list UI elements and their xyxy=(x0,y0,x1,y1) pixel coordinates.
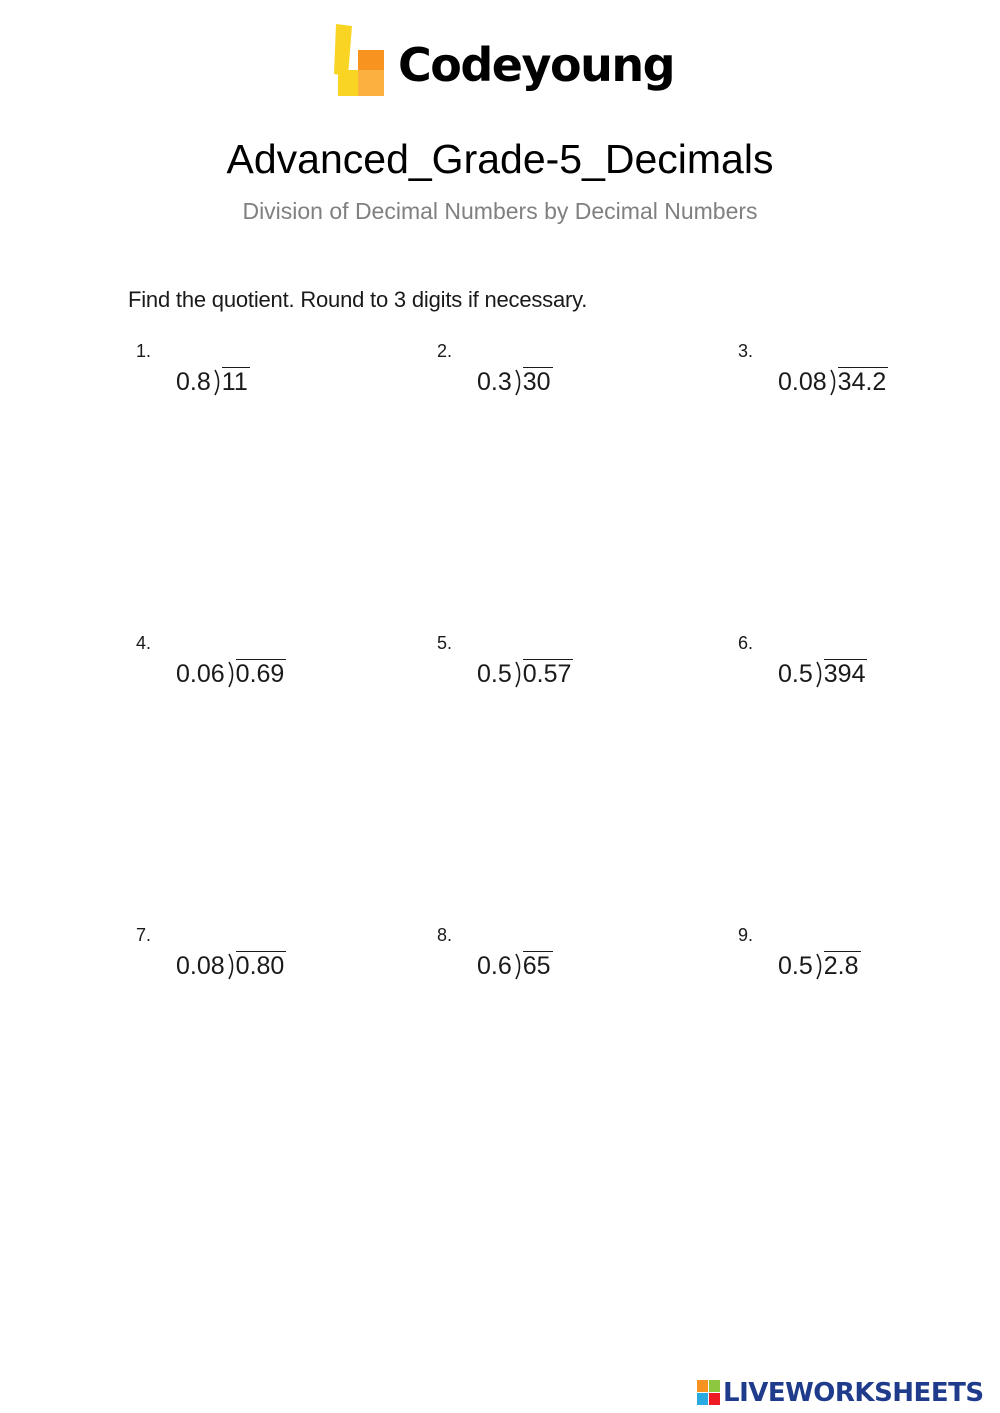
divisor: 0.06 xyxy=(176,660,225,688)
long-division xyxy=(176,659,286,689)
problem-number: 4. xyxy=(136,633,152,653)
division-bracket-icon xyxy=(227,661,237,688)
divisor: 0.5 xyxy=(778,660,813,688)
long-division xyxy=(176,951,286,981)
division-bracket-icon xyxy=(514,953,524,980)
division-bracket-icon xyxy=(213,369,223,396)
dividend: 394 xyxy=(823,660,866,688)
dividend: 0.69 xyxy=(235,660,285,688)
document-subtitle: Division of Decimal Numbers by Decimal Numbers xyxy=(242,198,758,224)
liveworksheets-watermark xyxy=(697,1376,997,1410)
divisor: 0.8 xyxy=(176,368,211,396)
codeyoung-logo xyxy=(332,24,672,104)
problem-1 xyxy=(136,341,356,411)
dividend: 2.8 xyxy=(823,952,859,980)
brand-name: Codeyoung xyxy=(398,38,674,92)
problem-8 xyxy=(437,925,657,995)
problem-7 xyxy=(136,925,356,995)
watermark-text: LIVEWORKSHEETS xyxy=(723,1378,984,1408)
division-bracket-icon xyxy=(815,661,825,688)
problem-2 xyxy=(437,341,657,411)
problem-number: 8. xyxy=(437,925,453,945)
divisor: 0.5 xyxy=(778,952,813,980)
problem-9 xyxy=(738,925,958,995)
dividend: 34.2 xyxy=(837,368,887,396)
problem-number: 2. xyxy=(437,341,453,361)
division-bracket-icon xyxy=(514,369,524,396)
document-title: Advanced_Grade-5_Decimals xyxy=(226,136,774,182)
dividend: 11 xyxy=(221,368,248,396)
division-bracket-icon xyxy=(829,369,839,396)
problem-3 xyxy=(738,341,958,411)
long-division xyxy=(778,659,867,689)
problem-4 xyxy=(136,633,356,703)
dividend: 65 xyxy=(522,952,551,980)
division-bracket-icon xyxy=(514,661,524,688)
problem-number: 1. xyxy=(136,341,152,361)
long-division xyxy=(778,367,888,397)
divisor: 0.6 xyxy=(477,952,512,980)
divisor: 0.5 xyxy=(477,660,512,688)
instructions: Find the quotient. Round to 3 digits if necessary. xyxy=(128,287,588,312)
codeyoung-logo-icon xyxy=(332,24,388,100)
dividend: 0.80 xyxy=(235,952,285,980)
problem-number: 5. xyxy=(437,633,453,653)
dividend: 30 xyxy=(522,368,551,396)
long-division xyxy=(477,659,573,689)
division-bracket-icon xyxy=(815,953,825,980)
divisor: 0.3 xyxy=(477,368,512,396)
division-bracket-icon xyxy=(227,953,237,980)
divisor: 0.08 xyxy=(778,368,827,396)
problem-number: 7. xyxy=(136,925,152,945)
long-division xyxy=(176,367,250,397)
problem-number: 9. xyxy=(738,925,754,945)
long-division xyxy=(477,951,553,981)
liveworksheets-logo-icon xyxy=(697,1380,721,1406)
long-division xyxy=(477,367,553,397)
problem-number: 6. xyxy=(738,633,754,653)
long-division xyxy=(778,951,861,981)
problem-6 xyxy=(738,633,958,703)
problem-5 xyxy=(437,633,657,703)
dividend: 0.57 xyxy=(522,660,572,688)
problem-number: 3. xyxy=(738,341,754,361)
divisor: 0.08 xyxy=(176,952,225,980)
